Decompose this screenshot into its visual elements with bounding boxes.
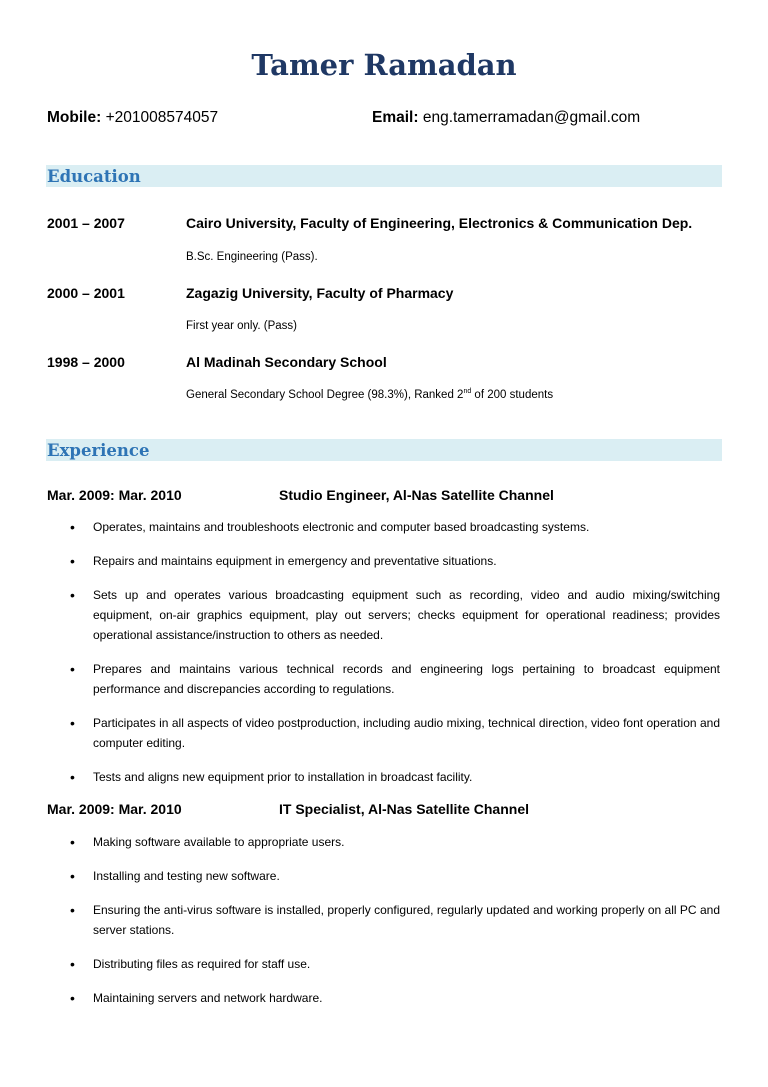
job-bullet: Maintaining servers and network hardware. (93, 991, 323, 1005)
detail-text: of 200 students (471, 389, 554, 401)
education-detail: B.Sc. Engineering (Pass). (186, 251, 318, 263)
job-dates: Mar. 2009: Mar. 2010 (47, 487, 182, 503)
job-title: IT Specialist, Al-Nas Satellite Channel (279, 801, 529, 817)
mobile-value: +201008574057 (105, 109, 219, 126)
job-bullet: Sets up and operates various broadcasting equipment such as recording, video and audio mixing/switching equipment, on-air graphics equipment, play out servers; checks equipment for operational readiness; provides operational assistance/instruction to others as needed. (93, 588, 720, 642)
bullet-marker: • (70, 715, 75, 731)
job-bullet: Repairs and maintains equipment in emergency and preventative situations. (93, 554, 497, 568)
bullet-marker: • (70, 868, 75, 884)
job-bullet: Installing and testing new software. (93, 869, 280, 883)
education-years: 1998 – 2000 (47, 354, 125, 370)
education-institution: Zagazig University, Faculty of Pharmacy (186, 285, 454, 301)
education-years: 2000 – 2001 (47, 285, 125, 301)
mobile-contact (47, 109, 218, 127)
email-label: Email: (372, 109, 419, 126)
bullet-marker: • (70, 769, 75, 785)
job-bullet: Ensuring the anti-virus software is installed, properly configured, regularly updated and working properly on all PC and server stations. (93, 903, 720, 937)
education-heading: Education (46, 165, 722, 187)
bullet-marker: • (70, 902, 75, 918)
education-detail (186, 389, 553, 401)
job-bullet: Prepares and maintains various technical records and engineering logs pertaining to broadcast equipment performance and discrepancies according to regulations. (93, 662, 720, 696)
experience-heading: Experience (46, 439, 722, 461)
education-years: 2001 – 2007 (47, 215, 125, 231)
bullet-marker: • (70, 834, 75, 850)
job-bullet: Operates, maintains and troubleshoots electronic and computer based broadcasting systems. (93, 520, 590, 534)
bullet-marker: • (70, 587, 75, 603)
bullet-marker: • (70, 956, 75, 972)
job-bullet: Participates in all aspects of video postproduction, including audio mixing, technical direction, video font operation and computer editing. (93, 716, 720, 750)
bullet-marker: • (70, 519, 75, 535)
education-institution: Al Madinah Secondary School (186, 354, 387, 370)
mobile-label: Mobile: (47, 109, 102, 126)
job-title: Studio Engineer, Al-Nas Satellite Channel (279, 487, 554, 503)
education-detail: First year only. (Pass) (186, 320, 297, 332)
job-bullet: Distributing files as required for staff use. (93, 957, 311, 971)
ordinal-suffix: nd (463, 388, 472, 395)
bullet-marker: • (70, 990, 75, 1006)
bullet-marker: • (70, 661, 75, 677)
email-contact (372, 109, 640, 127)
education-institution: Cairo University, Faculty of Engineering, Electronics & Communication Dep. (186, 215, 693, 231)
job-bullet: Tests and aligns new equipment prior to installation in broadcast facility. (93, 770, 473, 784)
bullet-marker: • (70, 553, 75, 569)
detail-text: General Secondary School Degree (98.3%), Ranked 2 (186, 389, 464, 401)
candidate-name: Tamer Ramadan (251, 48, 517, 82)
email-value: eng.tamerramadan@gmail.com (422, 109, 641, 126)
job-dates: Mar. 2009: Mar. 2010 (47, 801, 182, 817)
job-bullet: Making software available to appropriate users. (93, 835, 345, 849)
